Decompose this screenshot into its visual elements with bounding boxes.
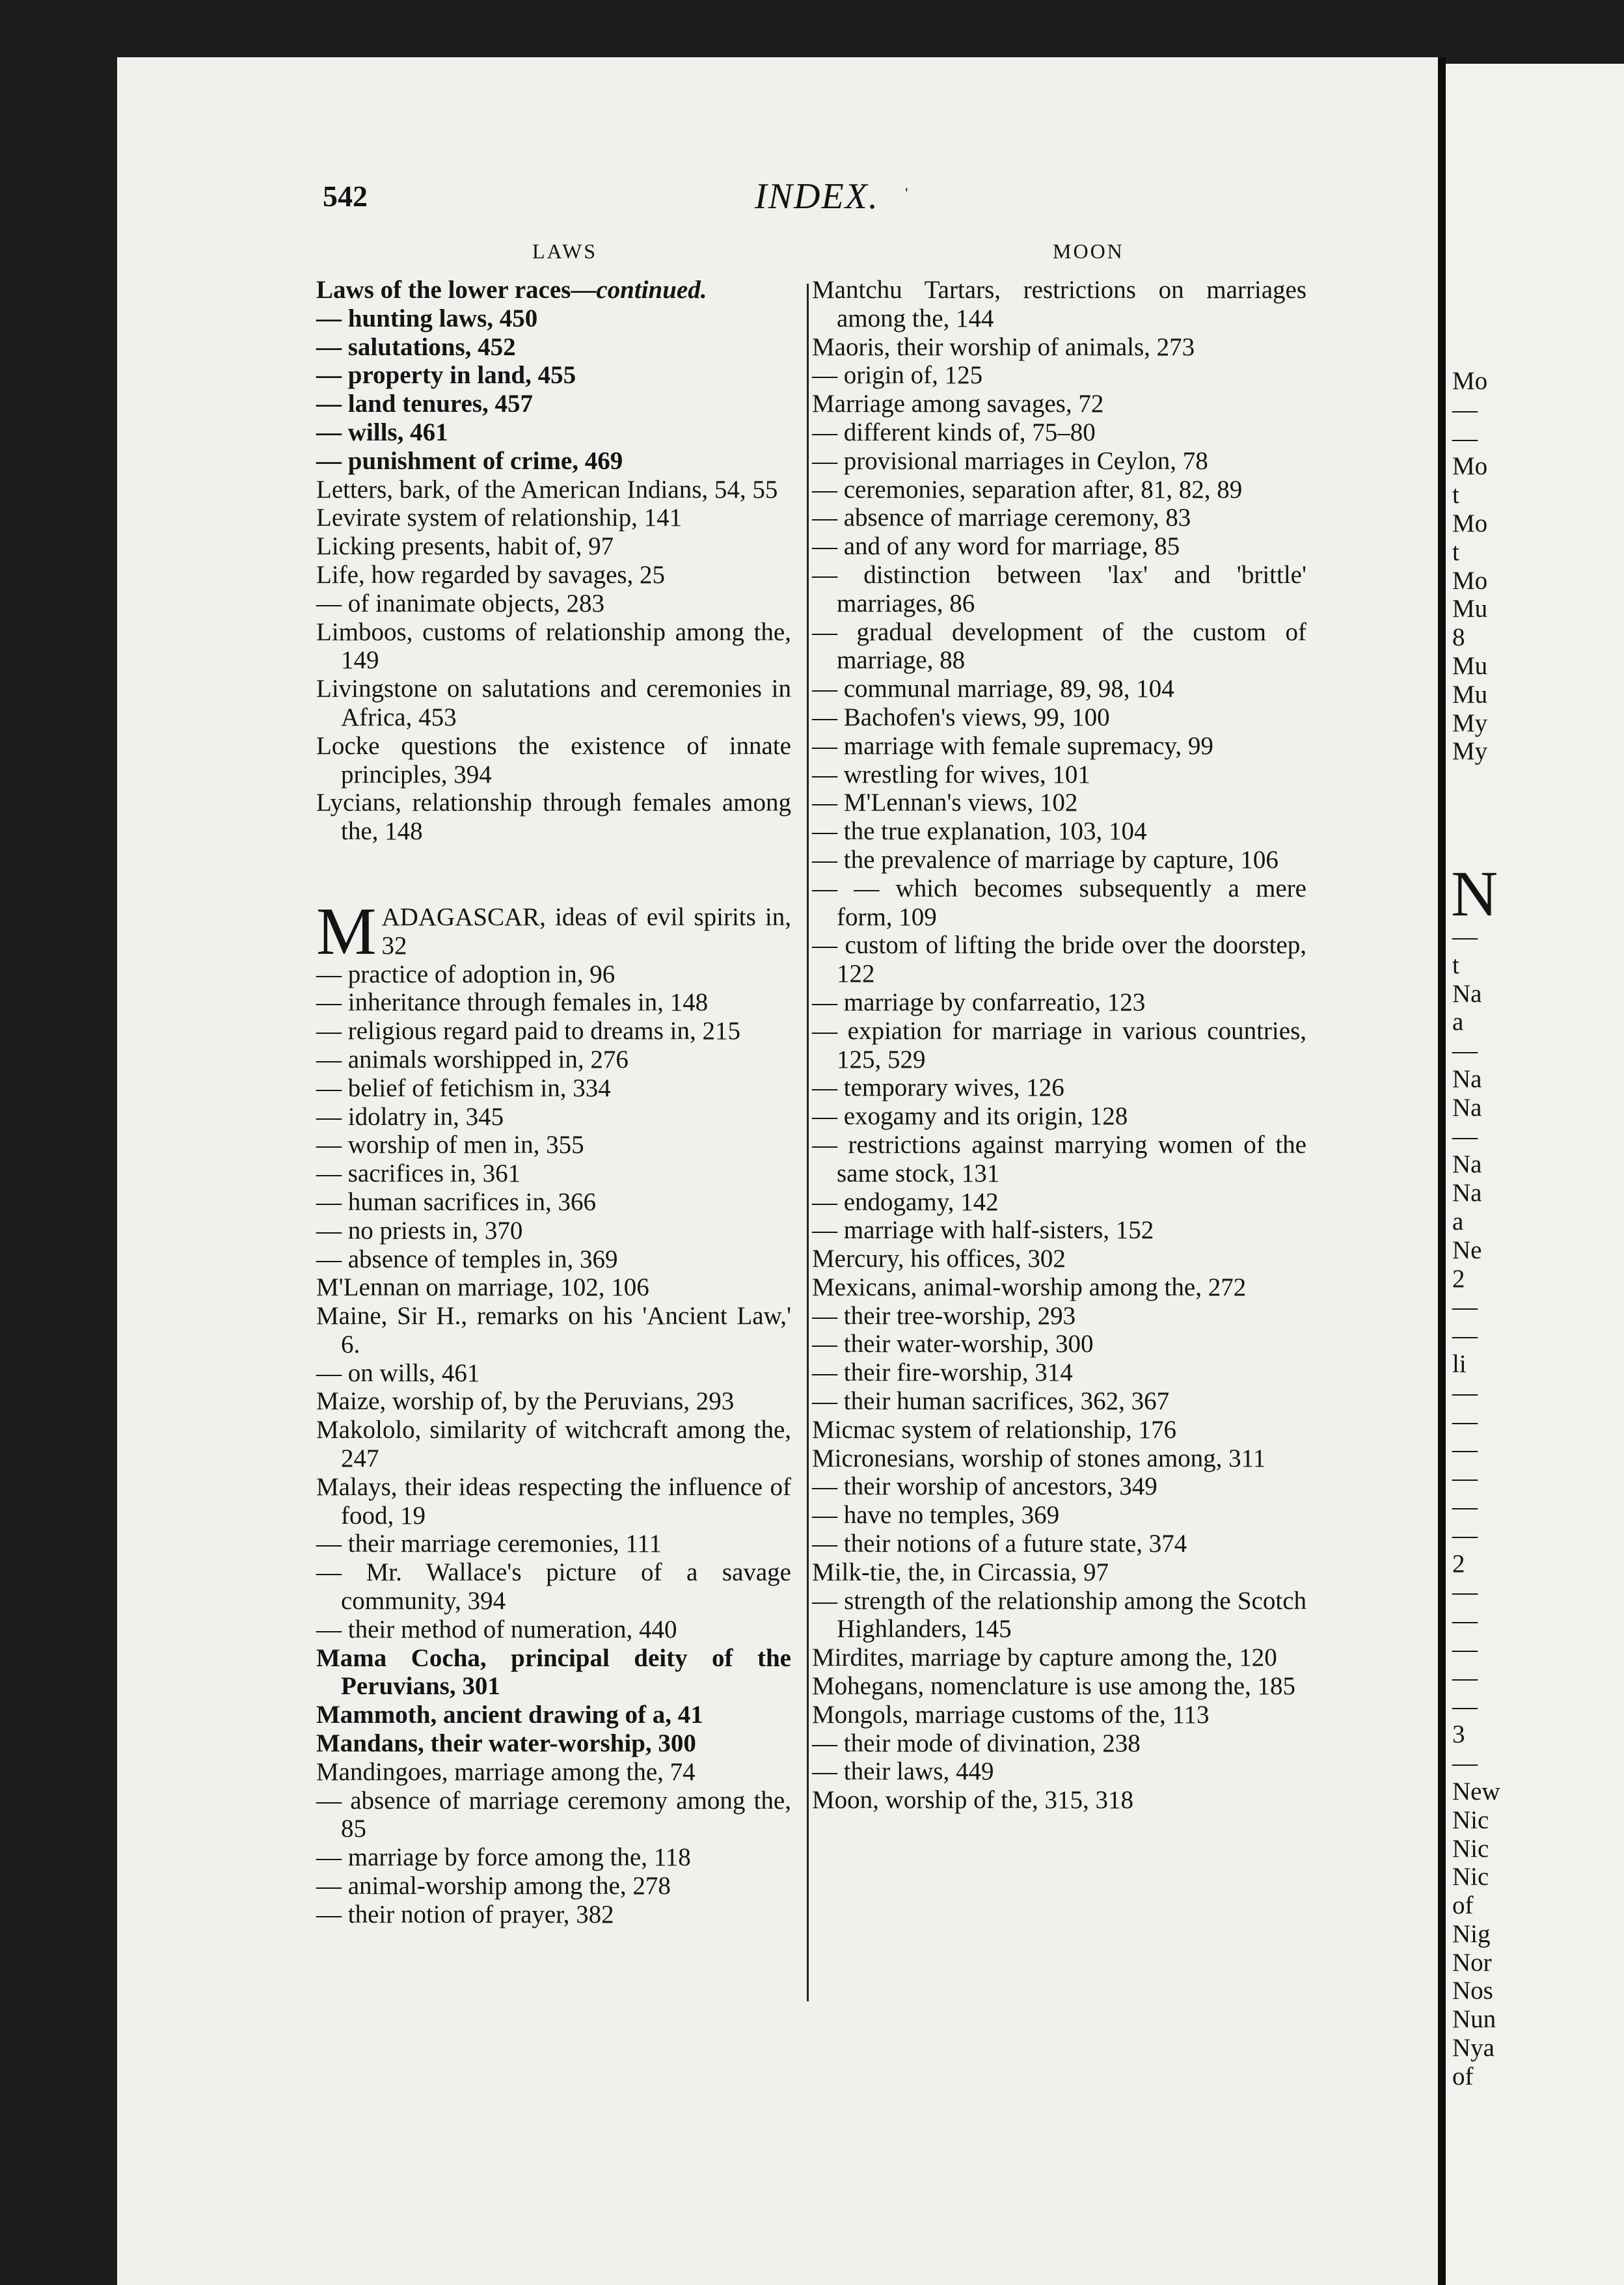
- facing-page: [1446, 64, 1624, 2285]
- index-entry: — their method of numeration, 440: [316, 1615, 677, 1643]
- index-entry: — sacrifices in, 361: [316, 1159, 521, 1188]
- index-entry: — idolatry in, 345: [316, 1102, 504, 1131]
- index-entry: — provisional marriages in Ceylon, 78: [812, 446, 1208, 475]
- index-entry: Micronesians, worship of stones among, 311: [812, 1444, 1266, 1472]
- facing-page-fragments-bottom: [1452, 923, 1500, 2091]
- index-entry: — property in land, 455: [316, 361, 576, 390]
- index-entry: Micmac system of relationship, 176: [812, 1415, 1176, 1444]
- facing-page-fragment: —: [1452, 1464, 1478, 1493]
- index-entry: — their tree-worship, 293: [812, 1301, 1076, 1330]
- facing-page-fragment: Mo: [1452, 509, 1488, 537]
- facing-page-fragment: Na: [1452, 1093, 1482, 1122]
- index-entry: — different kinds of, 75–80: [812, 418, 1096, 446]
- facing-page-fragment: t: [1452, 537, 1459, 566]
- index-entry: — land tenures, 457: [316, 390, 533, 418]
- index-entry: — animal-worship among the, 278: [316, 1872, 671, 1900]
- right-index-column: [812, 276, 1306, 1815]
- facing-page-fragment: Nya: [1452, 2034, 1495, 2062]
- index-entry: — Bachofen's views, 99, 100: [812, 703, 1110, 731]
- index-entry: Lycians, relationship through females among the, 148: [316, 789, 791, 846]
- continued-label: continued.: [596, 276, 707, 304]
- index-entry: — wills, 461: [316, 418, 448, 446]
- index-entry: Malays, their ideas respecting the influence of food, 19: [316, 1472, 791, 1530]
- index-entry: — absence of temples in, 369: [316, 1245, 618, 1273]
- facing-page-fragments-top: [1452, 367, 1487, 766]
- facing-page-fragment: —: [1452, 1578, 1478, 1606]
- facing-page-fragment: Na: [1452, 1179, 1482, 1208]
- index-entry: — gradual development of the custom of marriage, 88: [812, 617, 1306, 675]
- facing-page-fragment: of: [1452, 2062, 1474, 2090]
- facing-page-fragment: My: [1452, 709, 1488, 737]
- facing-page-fragment: Nor: [1452, 1948, 1492, 1977]
- facing-page-fragment: Nic: [1452, 1863, 1489, 1891]
- index-entry: — expiation for marriage in various countries, 125, 529: [812, 1016, 1306, 1074]
- facing-page-fragment: —: [1452, 1749, 1478, 1778]
- index-entry: — temporary wives, 126: [812, 1074, 1064, 1102]
- facing-page-fragment: —: [1452, 424, 1478, 452]
- index-entry: — their water-worship, 300: [812, 1330, 1094, 1359]
- index-entry: Maine, Sir H., remarks on his 'Ancient Law,' 6.: [316, 1302, 791, 1359]
- index-entry: — worship of men in, 355: [316, 1131, 584, 1159]
- facing-page-fragment: li: [1452, 1349, 1467, 1378]
- index-entry: — communal marriage, 89, 98, 104: [812, 675, 1174, 703]
- right-column-head: MOON: [1053, 239, 1124, 263]
- facing-page-fragment: —: [1452, 1634, 1478, 1663]
- index-entry: — wrestling for wives, 101: [812, 760, 1090, 789]
- index-entry: — their laws, 449: [812, 1757, 994, 1786]
- index-entry: — marriage by confarreatio, 123: [812, 988, 1146, 1016]
- drop-capital: M: [316, 902, 377, 960]
- facing-page-fragment: —: [1452, 1378, 1478, 1407]
- facing-page-fragment: Mu: [1452, 595, 1488, 623]
- facing-page-fragment: —: [1452, 923, 1478, 951]
- facing-page-fragment: 3: [1452, 1720, 1465, 1749]
- facing-page-fragment: t: [1452, 481, 1459, 509]
- index-entry: Makololo, similarity of witchcraft among the, 247: [316, 1416, 791, 1473]
- index-entry: — belief of fetichism in, 334: [316, 1074, 611, 1102]
- index-entry: — their marriage ceremonies, 111: [316, 1530, 662, 1558]
- index-entry: — custom of lifting the bride over the doorstep, 122: [812, 931, 1306, 988]
- index-entry: Letters, bark, of the American Indians, 54, 55: [316, 475, 778, 504]
- facing-page-section-letter: N: [1451, 858, 1498, 930]
- index-entry: — distinction between 'lax' and 'brittle' marriages, 86: [812, 560, 1306, 617]
- facing-page-fragment: 8: [1452, 623, 1465, 652]
- left-index-column: [316, 276, 791, 1929]
- index-entry: Levirate system of relationship, 141: [316, 504, 683, 532]
- running-title: INDEX.: [755, 176, 879, 217]
- facing-page-fragment: —: [1452, 1321, 1478, 1350]
- index-entry: Livingstone on salutations and ceremonies in Africa, 453: [316, 675, 791, 731]
- facing-page-fragment: a: [1452, 1008, 1464, 1036]
- facing-page-fragment: Nos: [1452, 1977, 1493, 2005]
- index-section-m-heading: [316, 903, 791, 960]
- index-entry: — their human sacrifices, 362, 367: [812, 1387, 1170, 1416]
- facing-page-fragment: of: [1452, 1891, 1474, 1920]
- index-entry: — the true explanation, 103, 104: [812, 817, 1147, 846]
- index-entry: Laws of the lower races—continued.: [316, 276, 707, 304]
- index-entry: — marriage with female supremacy, 99: [812, 731, 1213, 760]
- page-gutter: [1438, 57, 1446, 2285]
- index-entry: Locke questions the existence of innate principles, 394: [316, 731, 791, 789]
- facing-page-fragment: Mo: [1452, 452, 1488, 481]
- facing-page-fragment: —: [1452, 1293, 1478, 1321]
- facing-page-fragment: Na: [1452, 1064, 1482, 1093]
- index-entry: — have no temples, 369: [812, 1501, 1060, 1530]
- index-entry: Mexicans, animal-worship among the, 272: [812, 1273, 1247, 1301]
- facing-page-fragment: Nun: [1452, 2005, 1496, 2034]
- index-section-m-continued: [812, 276, 1306, 1815]
- index-entry: — their mode of divination, 238: [812, 1729, 1141, 1757]
- index-entry: — — which becomes subsequently a mere form, 109: [812, 874, 1306, 931]
- facing-page-fragment: Mo: [1452, 367, 1488, 395]
- index-entry: — inheritance through females in, 148: [316, 988, 709, 1017]
- facing-page-fragment: —: [1452, 1663, 1478, 1692]
- index-entry: — marriage by force among the, 118: [316, 1843, 691, 1872]
- facing-page-fragment: a: [1452, 1207, 1464, 1236]
- index-entry: Maoris, their worship of animals, 273: [812, 332, 1195, 361]
- section-gap: [316, 846, 791, 903]
- index-entry: Mirdites, marriage by capture among the, 120: [812, 1643, 1277, 1672]
- index-entry: Mandans, their water-worship, 300: [316, 1729, 696, 1758]
- facing-page-fragment: —: [1452, 1492, 1478, 1521]
- facing-page-fragment: —: [1452, 1407, 1478, 1435]
- stray-mark: ˈ: [903, 183, 910, 207]
- index-entry: Mammoth, ancient drawing of a, 41: [316, 1701, 703, 1729]
- index-entry: — and of any word for marriage, 85: [812, 532, 1180, 561]
- index-entry: — M'Lennan's views, 102: [812, 789, 1078, 817]
- index-entry: — their worship of ancestors, 349: [812, 1472, 1157, 1501]
- index-entry: — no priests in, 370: [316, 1216, 523, 1245]
- facing-page-fragment: —: [1452, 1606, 1478, 1635]
- index-entry: — salutations, 452: [316, 332, 516, 361]
- index-entry-madagascar: ADAGASCAR, ideas of evil spirits in, 32: [381, 902, 791, 960]
- index-entry: Mama Cocha, principal deity of the Peruvians, 301: [316, 1643, 791, 1701]
- left-column-head: LAWS: [532, 239, 598, 263]
- index-entry: — the prevalence of marriage by capture, 106: [812, 845, 1279, 874]
- index-entry: Marriage among savages, 72: [812, 390, 1104, 418]
- page-number: 542: [323, 180, 368, 213]
- index-section-m: [316, 960, 791, 1929]
- index-entry: Mongols, marriage customs of the, 113: [812, 1700, 1210, 1729]
- index-entry: Moon, worship of the, 315, 318: [812, 1786, 1133, 1815]
- index-entry: Licking presents, habit of, 97: [316, 532, 614, 561]
- index-entry: — endogamy, 142: [812, 1187, 999, 1216]
- facing-page-fragment: Ne: [1452, 1236, 1482, 1264]
- facing-page-fragment: 2: [1452, 1264, 1465, 1293]
- index-entry: Maize, worship of, by the Peruvians, 293: [316, 1387, 735, 1416]
- index-entry: — origin of, 125: [812, 361, 983, 390]
- facing-page-fragment: Mu: [1452, 651, 1488, 680]
- facing-page-fragment: —: [1452, 1435, 1478, 1464]
- index-entry: Mohegans, nomenclature is use among the, 185: [812, 1672, 1295, 1701]
- facing-page-fragment: Mo: [1452, 566, 1488, 595]
- index-entry: Limboos, customs of relationship among the, 149: [316, 617, 791, 675]
- index-entry: — absence of marriage ceremony among the, 85: [316, 1786, 791, 1843]
- index-entry: Mantchu Tartars, restrictions on marriages among the, 144: [812, 276, 1306, 332]
- index-entry: — animals worshipped in, 276: [316, 1045, 629, 1074]
- index-entry: — marriage with half-sisters, 152: [812, 1216, 1154, 1245]
- facing-page-fragment: Nic: [1452, 1805, 1489, 1834]
- facing-page-fragment: Na: [1452, 979, 1482, 1008]
- index-entry: Life, how regarded by savages, 25: [316, 560, 666, 589]
- index-entry: — punishment of crime, 469: [316, 446, 623, 475]
- index-entry: — Mr. Wallace's picture of a savage community, 394: [316, 1558, 791, 1616]
- index-entry: Mandingoes, marriage among the, 74: [316, 1757, 696, 1786]
- index-entry: Mercury, his offices, 302: [812, 1245, 1066, 1273]
- index-entry: — religious regard paid to dreams in, 215: [316, 1017, 741, 1046]
- index-entry: — strength of the relationship among the Scotch Highlanders, 145: [812, 1586, 1306, 1643]
- index-entry: — their notions of a future state, 374: [812, 1530, 1187, 1558]
- facing-page-fragment: Mu: [1452, 680, 1488, 709]
- facing-page-fragment: —: [1452, 1122, 1478, 1150]
- index-entry: M'Lennan on marriage, 102, 106: [316, 1273, 649, 1302]
- facing-page-fragment: —: [1452, 395, 1478, 424]
- facing-page-fragment: Nic: [1452, 1834, 1489, 1863]
- column-rule: [807, 284, 809, 2001]
- facing-page-fragment: —: [1452, 1692, 1478, 1720]
- index-entry: — on wills, 461: [316, 1359, 480, 1387]
- index-entry: — exogamy and its origin, 128: [812, 1102, 1128, 1131]
- index-section-l: [316, 276, 791, 846]
- index-entry: — ceremonies, separation after, 81, 82, 89: [812, 475, 1243, 504]
- facing-page-fragment: —: [1452, 1521, 1478, 1549]
- facing-page-fragment: t: [1452, 951, 1459, 979]
- index-entry: — restrictions against marrying women of the same stock, 131: [812, 1130, 1306, 1187]
- facing-page-fragment: New: [1452, 1777, 1500, 1805]
- index-entry: — their notion of prayer, 382: [316, 1900, 614, 1928]
- facing-page-fragment: Nig: [1452, 1919, 1491, 1948]
- index-entry: Milk-tie, the, in Circassia, 97: [812, 1558, 1109, 1586]
- facing-page-fragment: My: [1452, 737, 1488, 766]
- facing-page-fragment: —: [1452, 1036, 1478, 1065]
- index-entry: — practice of adoption in, 96: [316, 960, 616, 988]
- index-entry: — human sacrifices in, 366: [316, 1187, 596, 1216]
- facing-page-fragment: Na: [1452, 1150, 1482, 1179]
- index-entry: — their fire-worship, 314: [812, 1359, 1073, 1387]
- index-entry: — of inanimate objects, 283: [316, 589, 604, 617]
- facing-page-fragment: 2: [1452, 1549, 1465, 1578]
- index-entry: — absence of marriage ceremony, 83: [812, 504, 1191, 532]
- index-entry: — hunting laws, 450: [316, 304, 538, 332]
